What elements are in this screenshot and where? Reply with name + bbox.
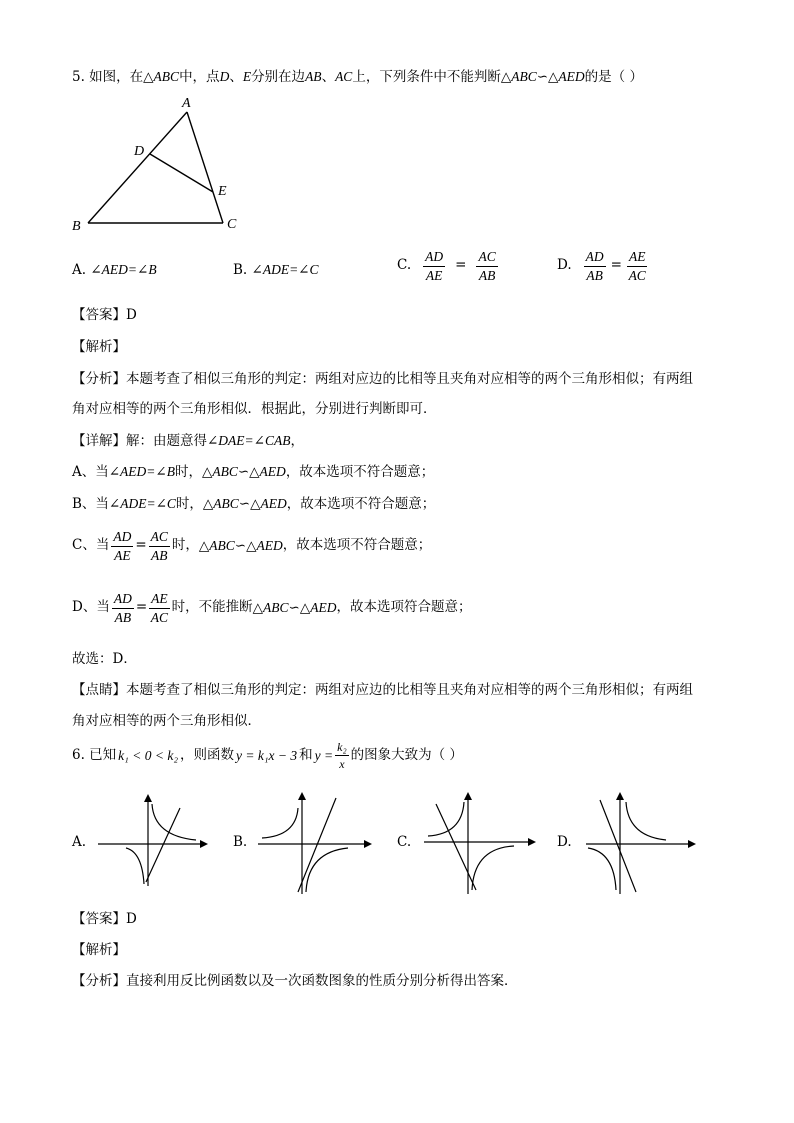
- graph-b: [252, 786, 377, 898]
- graph-a: [92, 790, 212, 890]
- graph-a-label: A.: [72, 834, 87, 850]
- label-b: B: [72, 219, 81, 234]
- q5-detail-c: C、当 $\frac{AD}{AE}$ = $\frac{AC}{AB}$ 时， △ABC∽△AED ，故本选项不符合题意；: [72, 529, 432, 563]
- q5-option-a: A. ∠AED=∠B: [72, 262, 157, 278]
- q5-dianjing-line2: 角对应相等的两个三角形相似．: [72, 713, 261, 729]
- q5-option-d: D. $\frac{AD}{AB}$ = $\frac{AE}{AC}$: [557, 249, 646, 283]
- label-d: D: [134, 144, 145, 159]
- q5-xiangjie: 【详解】解：由题意得∠DAE=∠CAB，: [72, 433, 304, 449]
- triangle-figure: [66, 92, 246, 237]
- q5-dianjing-line1: 【点睛】本题考查了相似三角形的判定：两组对应边的比相等且夹角对应相等的两个三角形相似；有两组: [72, 682, 693, 698]
- q5-fenxi-line1: 【分析】本题考查了相似三角形的判定：两组对应边的比相等且夹角对应相等的两个三角形相似；有两组: [72, 371, 693, 387]
- segment-ac: [187, 112, 223, 223]
- q5-option-c: C. $\frac{AD}{AE}$ = $\frac{AC}{AB}$: [397, 249, 496, 283]
- label-e: E: [218, 184, 227, 199]
- q5-analysis-tag: 【解析】: [72, 339, 126, 355]
- q5-option-b: B. ∠ADE=∠C: [233, 262, 319, 278]
- q6-answer: 【答案】D: [72, 911, 137, 927]
- label-c: C: [227, 217, 237, 232]
- q5-guxuan: 故选：D．: [72, 651, 137, 667]
- q6-fenxi: 【分析】直接利用反比例函数以及一次函数图象的性质分别分析得出答案．: [72, 973, 518, 989]
- q5-stem: 5. 如图，在△ABC中，点D、E分别在边AB、AC上，下列条件中不能判断△ABC∽△AED的是（ ）: [72, 69, 643, 85]
- graph-c-label: C.: [397, 834, 412, 850]
- q6-stem: 6. 已知 k₁ < 0 < k₂ ，则函数 y = k₁x − 3 和 y = $\frac{\text{k₂}}{x}$ 的图象大致为（ ）: [72, 740, 463, 771]
- graph-b-label: B.: [233, 834, 248, 850]
- graph-c: [416, 786, 541, 898]
- label-a: A: [182, 96, 191, 111]
- graph-d: [580, 786, 705, 898]
- graph-d-label: D.: [557, 834, 572, 850]
- q6-analysis-tag: 【解析】: [72, 942, 126, 958]
- q5-detail-b: B、当∠ADE=∠C时，△ABC∽△AED，故本选项不符合题意；: [72, 496, 436, 512]
- q5-answer: 【答案】D: [72, 307, 137, 323]
- q5-fenxi-line2: 角对应相等的两个三角形相似．根据此，分别进行判断即可．: [72, 401, 437, 417]
- q5-detail-d: D、当 $\frac{AD}{AB}$ = $\frac{AE}{AC}$ 时，不能推断 △ABC∽△AED ，故本选项符合题意；: [72, 591, 472, 625]
- q5-detail-a: A、当∠AED=∠B时，△ABC∽△AED，故本选项不符合题意；: [72, 464, 435, 480]
- segment-de: [150, 154, 213, 192]
